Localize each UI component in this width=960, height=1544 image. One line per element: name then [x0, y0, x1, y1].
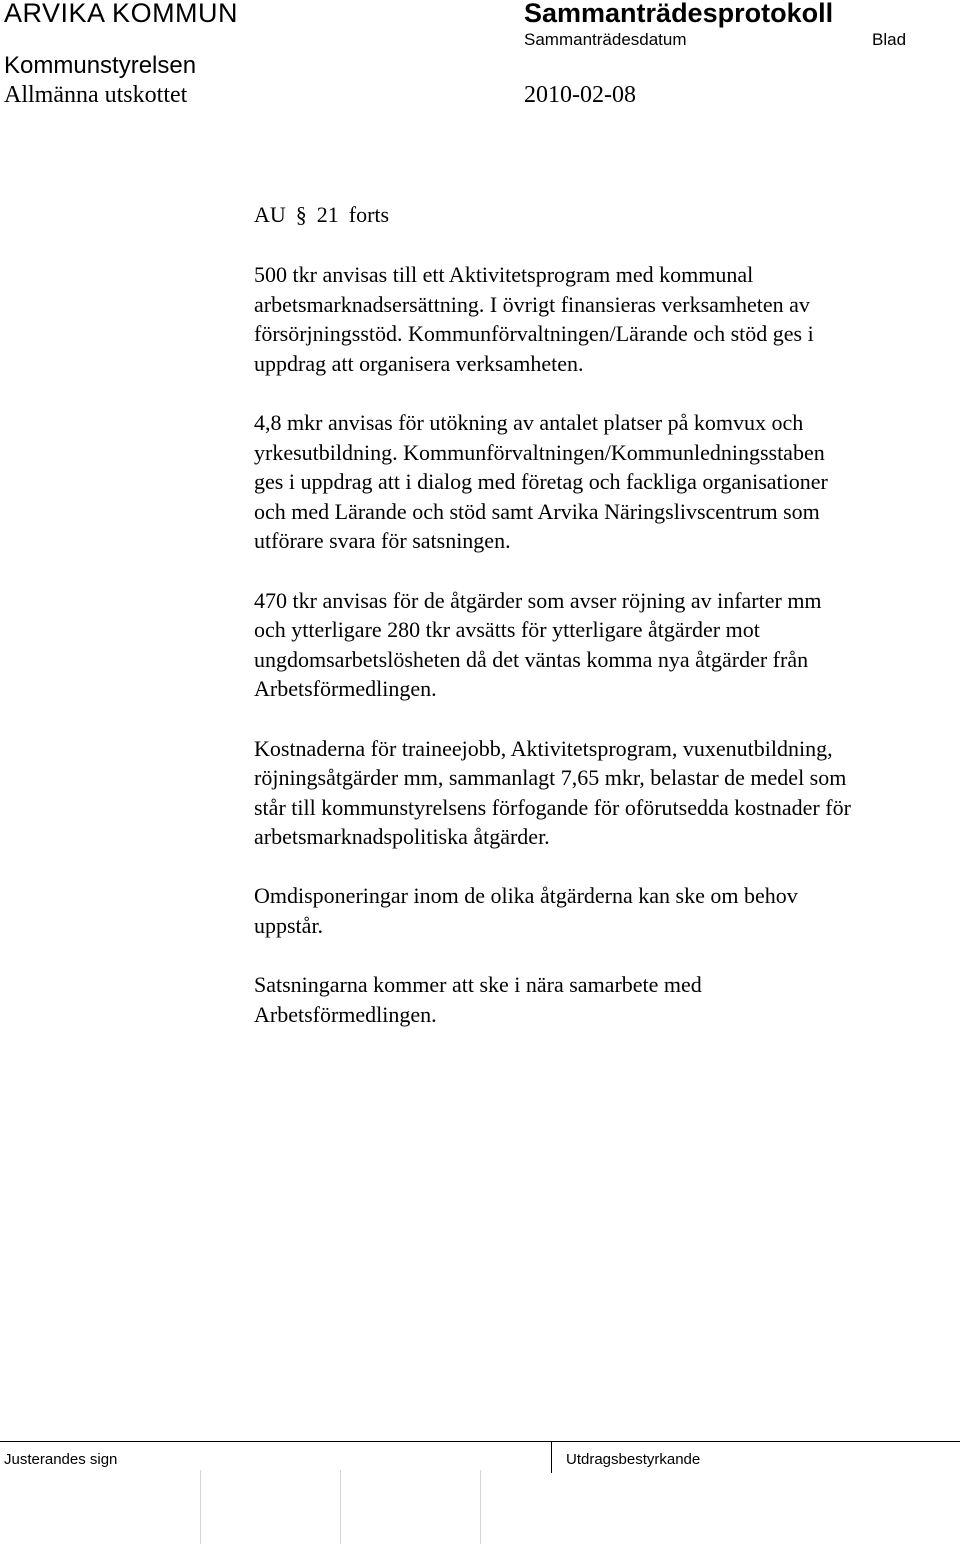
organization-name: ARVIKA KOMMUN — [4, 0, 239, 28]
text-line: uppdrag att organisera verksamheten. — [254, 350, 584, 376]
text-line: arbetsmarknadsersättning. I övrigt finansieras verksamheten av — [254, 291, 810, 317]
text-line: och med Lärande och stöd samt Arvika Näringslivscentrum som — [254, 498, 820, 524]
paragraph-activity-program — [254, 260, 954, 378]
paragraph-costs — [254, 734, 954, 852]
protocol-body — [254, 260, 954, 1059]
text-line: utförare svara för satsningen. — [254, 528, 511, 554]
text-line: Omdisponeringar inom de olika åtgärderna kan ske om behov — [254, 883, 798, 909]
footer-divider — [0, 1441, 960, 1442]
text-line: röjningsåtgärder mm, sammanlagt 7,65 mkr, belastar de medel som — [254, 765, 847, 791]
text-line: står till kommunstyrelsens förfogande för oförutsedda kostnader för — [254, 794, 851, 820]
text-line: försörjningsstöd. Kommunförvaltningen/Lärande och stöd ges i — [254, 321, 814, 347]
text-line: arbetsmarknadspolitiska åtgärder. — [254, 824, 550, 850]
board-name: Kommunstyrelsen — [4, 52, 197, 79]
section-number: 21 — [316, 202, 339, 227]
section-suffix: forts — [348, 202, 390, 227]
extract-certification-label: Utdragsbestyrkande — [566, 1451, 701, 1468]
signature-box-divider — [340, 1470, 341, 1544]
text-line: ges i uppdrag att i dialog med företag och fackliga organisationer — [254, 469, 828, 495]
text-line: 470 tkr anvisas för de åtgärder som avser röjning av infarter mm — [254, 587, 822, 613]
text-line: uppstår. — [254, 913, 324, 939]
text-line: 500 tkr anvisas till ett Aktivitetsprogram med kommunal — [254, 262, 754, 287]
signature-box-divider — [200, 1470, 201, 1544]
signature-label: Justerandes sign — [4, 1451, 118, 1468]
committee-name: Allmänna utskottet — [4, 82, 188, 108]
text-line: 4,8 mkr anvisas för utökning av antalet platser på komvux och — [254, 409, 804, 435]
text-line: Arbetsförmedlingen. — [254, 676, 437, 702]
paragraph-reallocation — [254, 881, 954, 940]
paragraph-adult-education — [254, 408, 954, 556]
text-line: Kostnaderna för traineejobb, Aktivitetsprogram, vuxenutbildning, — [254, 735, 833, 761]
text-line: Arbetsförmedlingen. — [254, 1001, 437, 1027]
section-heading — [254, 202, 389, 228]
paragraph-clearing-measures — [254, 586, 954, 704]
page-label: Blad — [872, 30, 907, 49]
signature-box-divider — [480, 1470, 481, 1544]
document-type: Sammanträdesprotokoll — [524, 0, 834, 28]
paragraph-cooperation — [254, 970, 954, 1029]
text-line: yrkesutbildning. Kommunförvaltningen/Kommunledningsstaben — [254, 439, 825, 465]
section-prefix: AU — [254, 202, 286, 227]
text-line: och ytterligare 280 tkr avsätts för ytterligare åtgärder mot — [254, 617, 760, 643]
footer-column-divider — [551, 1441, 552, 1473]
meeting-date-label: Sammanträdesdatum — [524, 30, 687, 49]
text-line: Satsningarna kommer att ske i nära samarbete med — [254, 972, 702, 998]
section-symbol: § — [295, 202, 307, 227]
meeting-date: 2010-02-08 — [524, 82, 636, 108]
text-line: ungdomsarbetslösheten då det väntas komma nya åtgärder från — [254, 646, 809, 672]
